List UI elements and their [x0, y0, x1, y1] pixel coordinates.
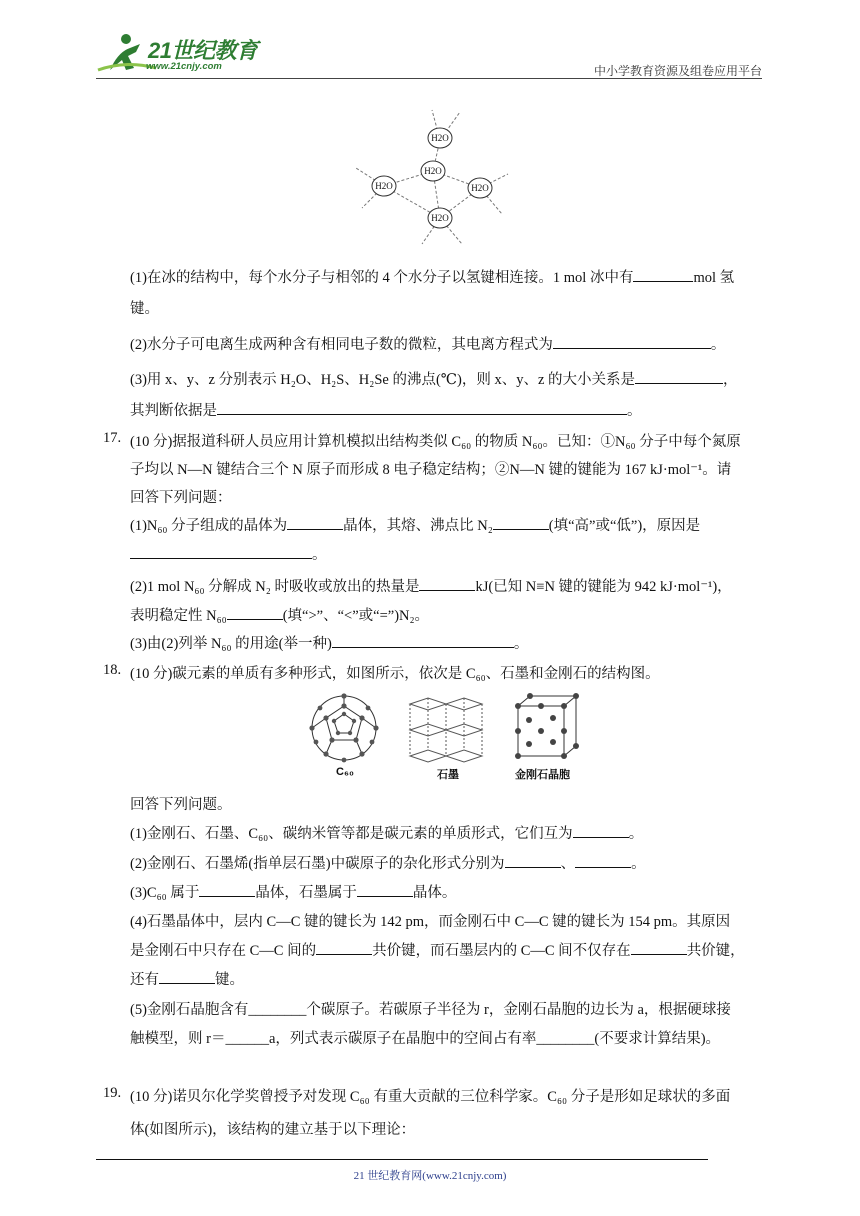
q16-part3: (3)用 x、y、z 分别表示 H₂O、H₂S、H₂Se 的沸点(℃)，则 x、y、z 的大小关系是 ， — [130, 368, 738, 389]
q18-part5: (5)金刚石晶胞含有________个碳原子。若碳原子半径为 r，金刚石晶胞的边长为 a，根据硬球接 — [130, 1002, 731, 1018]
figure-caption-graphite: 石墨 — [437, 769, 459, 781]
answer-blank[interactable] — [227, 605, 283, 620]
q18-part4: (4)石墨晶体中，层内 C—C 键的键长为 142 pm，而金刚石中 C—C 键的键长为 154 pm。其原因 — [130, 914, 731, 930]
question-number: 19. — [103, 1085, 122, 1101]
q19-line1: (10 分)诺贝尔化学奖曾授予对发现 C₆₀ 有重大贡献的三位科学家。C₆₀ 分子是形如足球状的多面 — [130, 1089, 731, 1105]
q18-line1: (10 分)碳元素的单质有多种形式，如图所示，依次是 C₆₀、石墨和金刚石的结构图。 — [130, 666, 660, 682]
logo-url: www.21cnjy.com — [146, 61, 222, 72]
answer-blank[interactable] — [287, 515, 343, 530]
diamond-structure — [515, 693, 579, 759]
q18-part3: (3)C₆₀ 属于 晶体，石墨属于 晶体。 — [130, 881, 456, 902]
question-number: 18. — [103, 662, 122, 678]
question-number: 17. — [103, 430, 122, 446]
q17-line3: 回答下列问题： — [130, 490, 232, 506]
molecule-label: H2O — [471, 183, 489, 193]
q17-part3: (3)由(2)列举 N₆₀ 的用途(举一种) 。 — [130, 632, 528, 653]
q18-part5-cont: 触模型，则 r＝______a，列式表示碳原子在晶胞中的空间占有率________(不要求计算结果)。 — [130, 1031, 721, 1047]
answer-blank[interactable] — [505, 853, 561, 868]
answer-blank[interactable] — [316, 940, 372, 955]
figure-caption-diamond: 金刚石晶胞 — [515, 769, 570, 781]
q16-part1-cont: 键。 — [130, 301, 159, 317]
molecule-label: H2O — [424, 166, 442, 176]
header-platform-text: 中小学教育资源及组卷应用平台 — [593, 64, 762, 78]
q16-part2: (2)水分子可电离生成两种含有相同电子数的微粒，其电离方程式为 。 — [130, 333, 725, 354]
q17-part1-cont: 。 — [130, 543, 327, 564]
q18-part4-cont: 是金刚石中只存在 C—C 间的 共价键，而石墨层内的 C—C 间不仅存在 共价键， — [130, 939, 745, 960]
answer-blank[interactable] — [217, 400, 627, 415]
q17-part1: (1)N₆₀ 分子组成的晶体为 晶体，其熔、沸点比 N₂ (填“高”或“低”)，原因是 — [130, 514, 700, 535]
header-divider — [96, 78, 762, 79]
answer-blank[interactable] — [635, 369, 723, 384]
answer-blank[interactable] — [159, 969, 215, 984]
answer-blank[interactable] — [357, 882, 413, 897]
molecule-label: H2O — [431, 213, 449, 223]
q17-part2-cont: 表明稳定性 N₆₀ (填“>”、“<”或“=”)N₂。 — [130, 604, 429, 625]
q17-part2: (2)1 mol N₆₀ 分解成 N₂ 时吸收或放出的热量是 kJ(已知 N≡N 键的键能为 942 kJ·mol⁻¹)， — [130, 575, 732, 596]
answer-blank[interactable] — [633, 267, 693, 282]
answer-blank[interactable] — [553, 334, 711, 349]
q16-part3-cont: 其判断依据是 。 — [130, 399, 642, 420]
q17-line2: 子均以 N—N 键结合三个 N 原子而形成 8 电子稳定结构；②N—N 键的键能为 167 kJ·mol⁻¹。请 — [130, 462, 732, 478]
molecule-label: H2O — [375, 181, 393, 191]
answer-blank[interactable] — [332, 633, 514, 648]
figure-caption-c60: C₆₀ — [336, 766, 354, 778]
answer-blank[interactable] — [199, 882, 255, 897]
graphite-structure — [410, 698, 482, 762]
footer-text: 21 世纪教育网(www.21cnjy.com) — [353, 1170, 507, 1182]
page-header — [96, 30, 762, 80]
answer-blank[interactable] — [631, 940, 687, 955]
ice-structure-figure — [352, 108, 512, 248]
answer-blank[interactable] — [130, 544, 312, 559]
q19-line2: 体(如图所示)，该结构的建立基于以下理论： — [130, 1122, 416, 1138]
answer-blank[interactable] — [575, 853, 631, 868]
q18-part1: (1)金刚石、石墨、C₆₀、碳纳米管等都是碳元素的单质形式，它们互为 。 — [130, 822, 643, 843]
q18-intro: 回答下列问题。 — [130, 797, 232, 813]
q17-line1: (10 分)据报道科研人员应用计算机模拟出结构类似 C₆₀ 的物质 N₆₀。已知：①N₆₀ 分子中每个氮原 — [130, 434, 741, 450]
molecule-label: H2O — [431, 133, 449, 143]
answer-blank[interactable] — [573, 823, 629, 838]
q18-part2: (2)金刚石、石墨烯(指单层石墨)中碳原子的杂化形式分别为 、 。 — [130, 852, 646, 873]
logo-text: 21世纪教育 — [148, 38, 258, 63]
c60-structure — [309, 693, 378, 762]
q16-part1: (1)在冰的结构中，每个水分子与相邻的 4 个水分子以氢键相连接。1 mol 冰中有 mol 氢 — [130, 266, 734, 287]
footer-divider — [96, 1159, 708, 1160]
answer-blank[interactable] — [419, 576, 475, 591]
answer-blank[interactable] — [493, 515, 549, 530]
q18-part4-cont2: 还有 键。 — [130, 968, 244, 989]
